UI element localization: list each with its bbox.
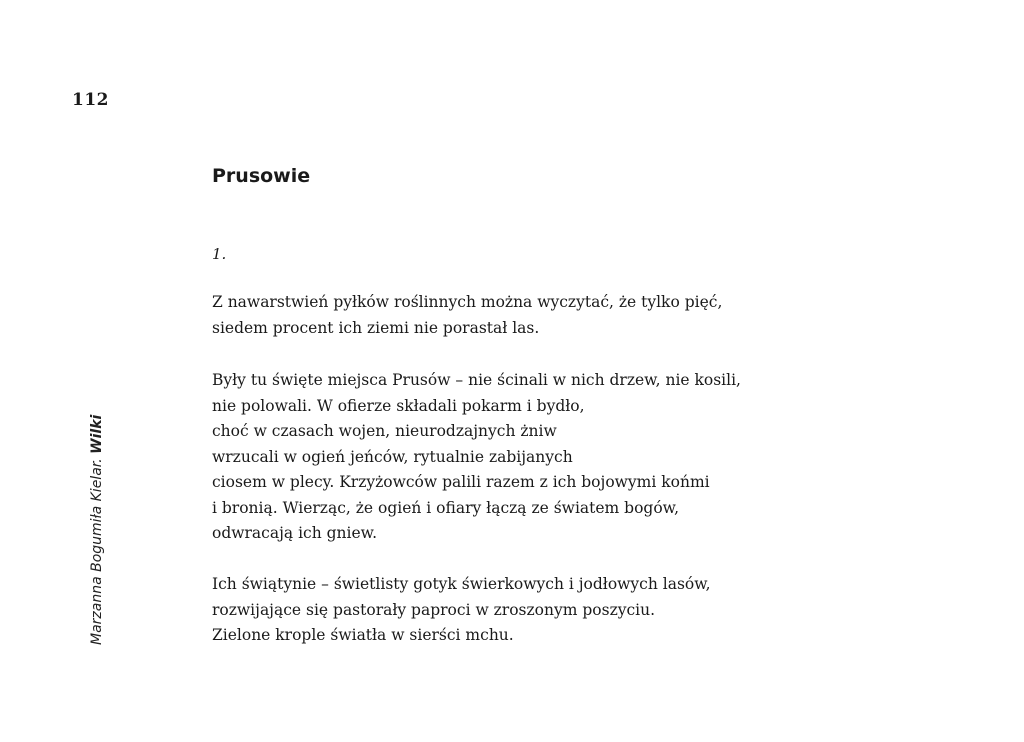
stanza-3 [212, 572, 711, 649]
section-number: 1. [212, 245, 227, 263]
poem-line: choć w czasach wojen, nieurodzajnych żniw [212, 422, 557, 440]
poem-line: i bronią. Wierząc, że ogień i ofiary łączą ze światem bogów, [212, 498, 680, 517]
poem-line: Zielone krople światła w sierści mchu. [212, 626, 514, 644]
running-head [88, 415, 106, 645]
running-head-book-title: Wilki [89, 414, 105, 454]
poem-line: odwracają ich gniew. [212, 524, 378, 542]
poem-line: nie polowali. W ofierze składali pokarm i bydło, [212, 396, 585, 415]
page-number: 112 [72, 90, 109, 110]
poem-line: Z nawarstwień pyłków roślinnych można wyczytać, że tylko pięć, [212, 293, 723, 311]
poem-line: siedem procent ich ziemi nie porastał las. [212, 318, 540, 337]
stanza-2 [212, 368, 741, 547]
stanza-1 [212, 290, 722, 341]
running-head-author: Marzanna Bogumiła Kielar. [89, 458, 105, 645]
poem-line: Były tu święte miejsca Prusów – nie ścinali w nich drzew, nie kosili, [212, 371, 741, 389]
poem-line: rozwijające się pastorały paproci w zroszonym poszyciu. [212, 600, 656, 619]
poem-line: Ich świątynie – świetlisty gotyk świerkowych i jodłowych lasów, [212, 575, 711, 593]
poem-line: wrzucali w ogień jeńców, rytualnie zabijanych [212, 447, 573, 466]
poem-title: Prusowie [212, 165, 311, 187]
poem-line: ciosem w plecy. Krzyżowców palili razem z ich bojowymi końmi [212, 473, 710, 491]
